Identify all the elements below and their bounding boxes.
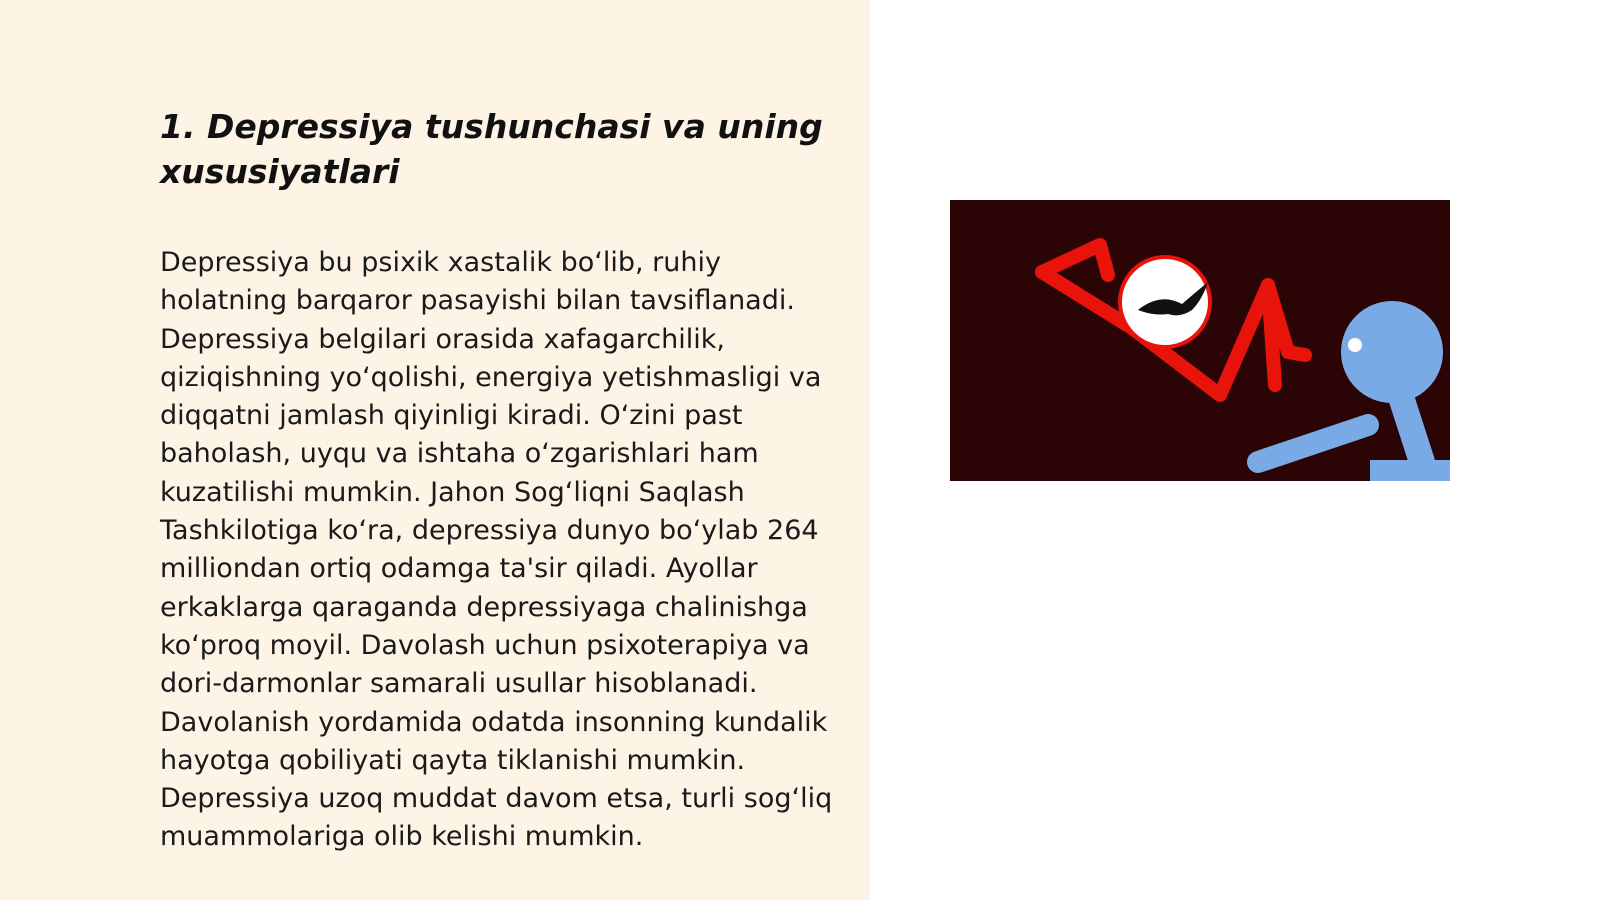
blue-figure-base: [1370, 460, 1450, 481]
slide-body-text: Depressiya bu psixik xastalik bo‘lib, ruhiy holatning barqaror pasayishi bilan tavsiflanadi. Depressiya belgilari orasida xafagarchilik, qiziqishning yo‘qolishi, energiya yetishmasligi va diqqatni jamlash qiyinligi kiradi. O‘zini past baholash, uyqu va ishtaha o‘zgarishlari ham kuzatilishi mumkin. Jahon Sog‘liqni Saqlash Tashkilotiga ko‘ra, depressiya dunyo bo‘ylab 264 milliondan ortiq odamga ta'sir qiladi. Ayollar erkaklarga qaraganda depressiyaga chalinishga ko‘proq moyil. Davolash uchun psixoterapiya va dori-darmonlar samarali usullar hisoblanadi. Davolanish yordamida odatda insonning kundalik hayotga qobiliyati qayta tiklanishi mumkin. Depressiya uzoq muddat davom etsa, turli sog‘liq muammolariga olib kelishi mumkin.: [160, 247, 833, 853]
red-figure-foot: [1288, 352, 1305, 355]
stick-figure-illustration-icon: [950, 200, 1450, 481]
red-figure-leg: [1268, 285, 1275, 385]
slide-title: 1. Depressiya tushunchasi va uning xususiyatlari: [160, 107, 823, 191]
blue-figure-head: [1341, 301, 1443, 403]
blue-figure-eye: [1348, 338, 1362, 352]
